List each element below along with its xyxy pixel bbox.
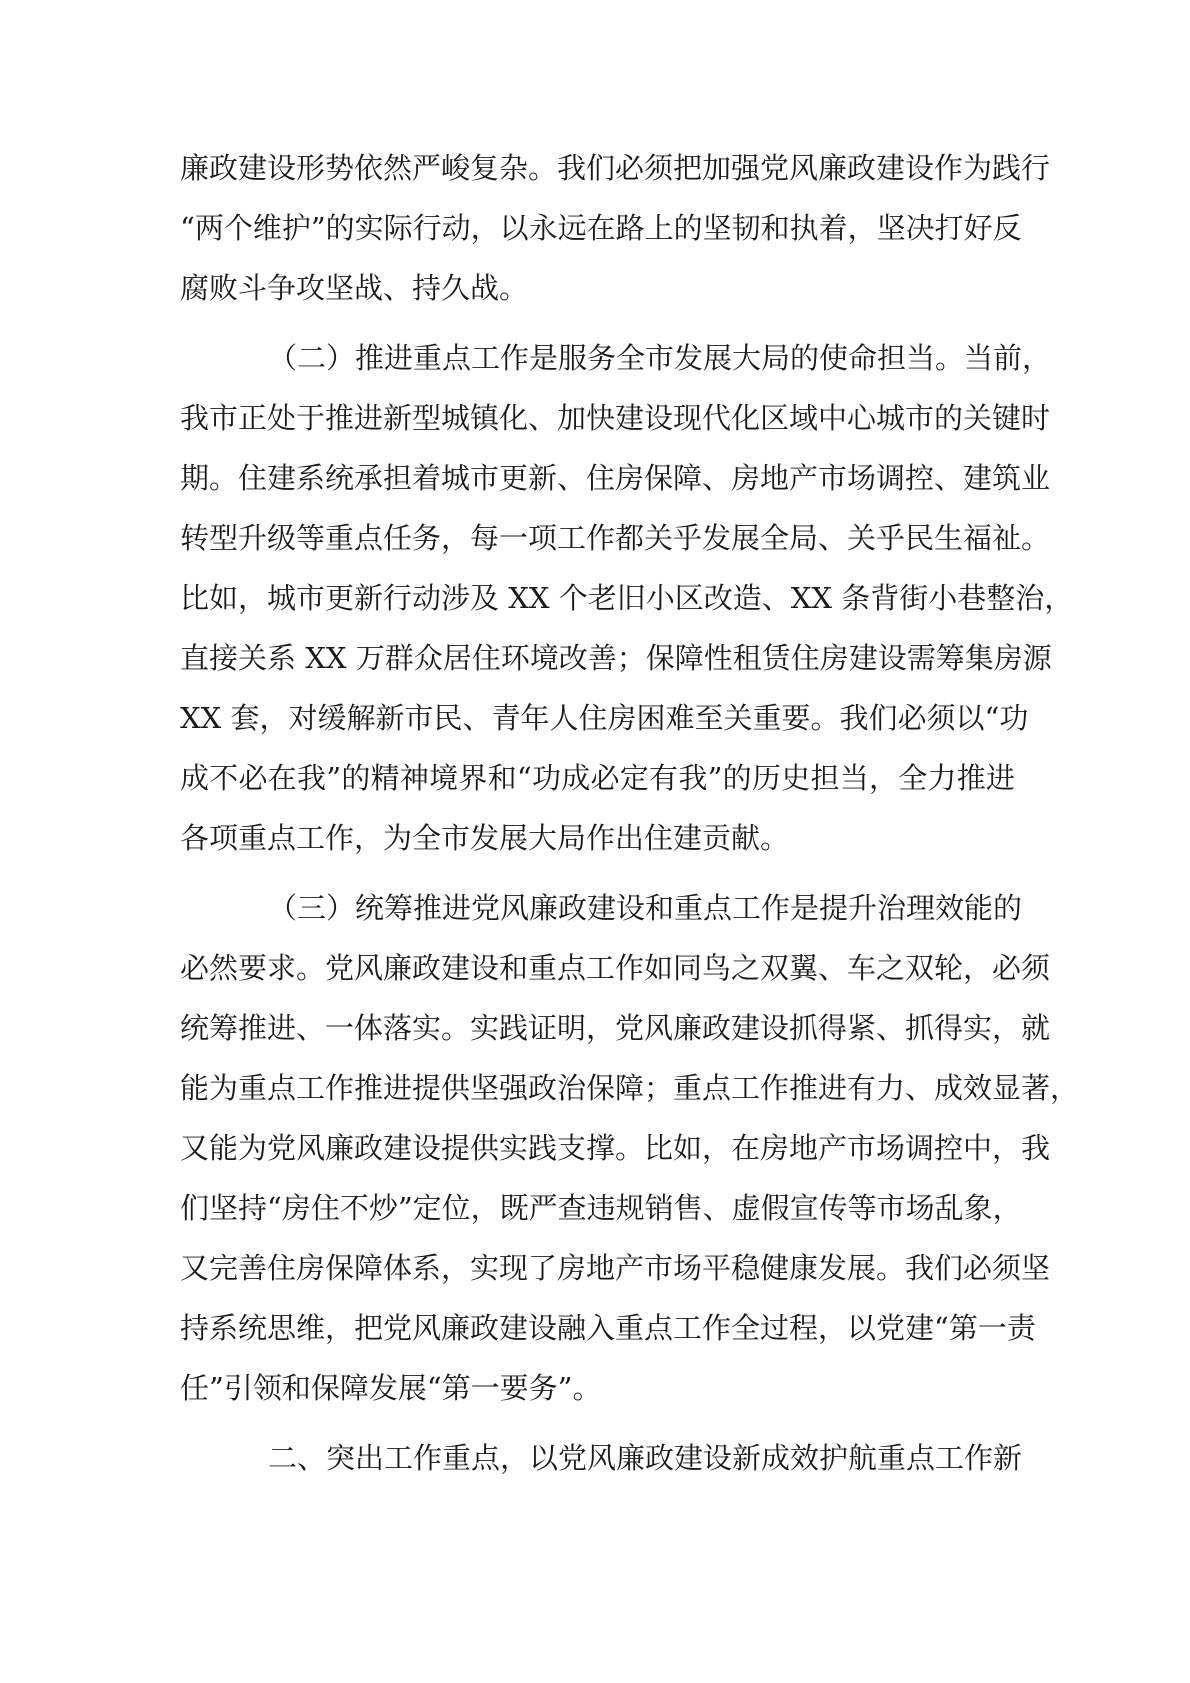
text-line: 腐败斗争攻坚战、持久战。	[180, 271, 529, 305]
text-line: 们坚持“房住不炒”定位，既严查违规销售、虚假宣传等市场乱象，	[180, 1191, 1022, 1225]
text-line: （二）推进重点工作是服务全市发展大局的使命担当。当前，	[268, 341, 1052, 375]
text-line: “两个维护”的实际行动，以永远在路上的坚韧和执着，坚决打好反	[180, 211, 1022, 245]
text-line: 任”引领和保障发展“第一要务”。	[180, 1371, 602, 1405]
text-line: 直接关系 XX 万群众居住环境改善；保障性租赁住房建设需筹集房源	[180, 641, 1052, 675]
text-line: XX 套，对缓解新市民、青年人住房困难至关重要。我们必须以“功	[180, 701, 1029, 735]
text-line: 比如，城市更新行动涉及 XX 个老旧小区改造、XX 条背街小巷整治，	[180, 581, 1074, 615]
section-heading: 二、突出工作重点，以党风廉政建设新成效护航重点工作新	[268, 1441, 1023, 1475]
text-line: 我市正处于推进新型城镇化、加快建设现代化区域中心城市的关键时	[180, 401, 1051, 435]
text-line: 又完善住房保障体系，实现了房地产市场平稳健康发展。我们必须坚	[180, 1251, 1051, 1285]
text-line: 转型升级等重点任务，每一项工作都关乎发展全局、关乎民生福祉。	[180, 521, 1051, 555]
text-line: 各项重点工作，为全市发展大局作出住建贡献。	[180, 821, 790, 855]
text-line: 期。住建系统承担着城市更新、住房保障、房地产市场调控、建筑业	[180, 461, 1051, 495]
text-line: （三）统筹推进党风廉政建设和重点工作是提升治理效能的	[268, 891, 1023, 925]
text-line: 能为重点工作推进提供坚强政治保障；重点工作推进有力、成效显著，	[180, 1071, 1080, 1105]
text-line: 成不必在我”的精神境界和“功成必定有我”的历史担当，全力推进	[180, 761, 1015, 795]
text-line: 必然要求。党风廉政建设和重点工作如同鸟之双翼、车之双轮，必须	[180, 951, 1051, 985]
text-line: 廉政建设形势依然严峻复杂。我们必须把加强党风廉政建设作为践行	[180, 151, 1051, 185]
text-line: 持系统思维，把党风廉政建设融入重点工作全过程，以党建“第一责	[180, 1311, 1036, 1345]
text-line: 统筹推进、一体落实。实践证明，党风廉政建设抓得紧、抓得实，就	[180, 1011, 1051, 1045]
text-line: 又能为党风廉政建设提供实践支撑。比如，在房地产市场调控中，我	[180, 1131, 1051, 1165]
